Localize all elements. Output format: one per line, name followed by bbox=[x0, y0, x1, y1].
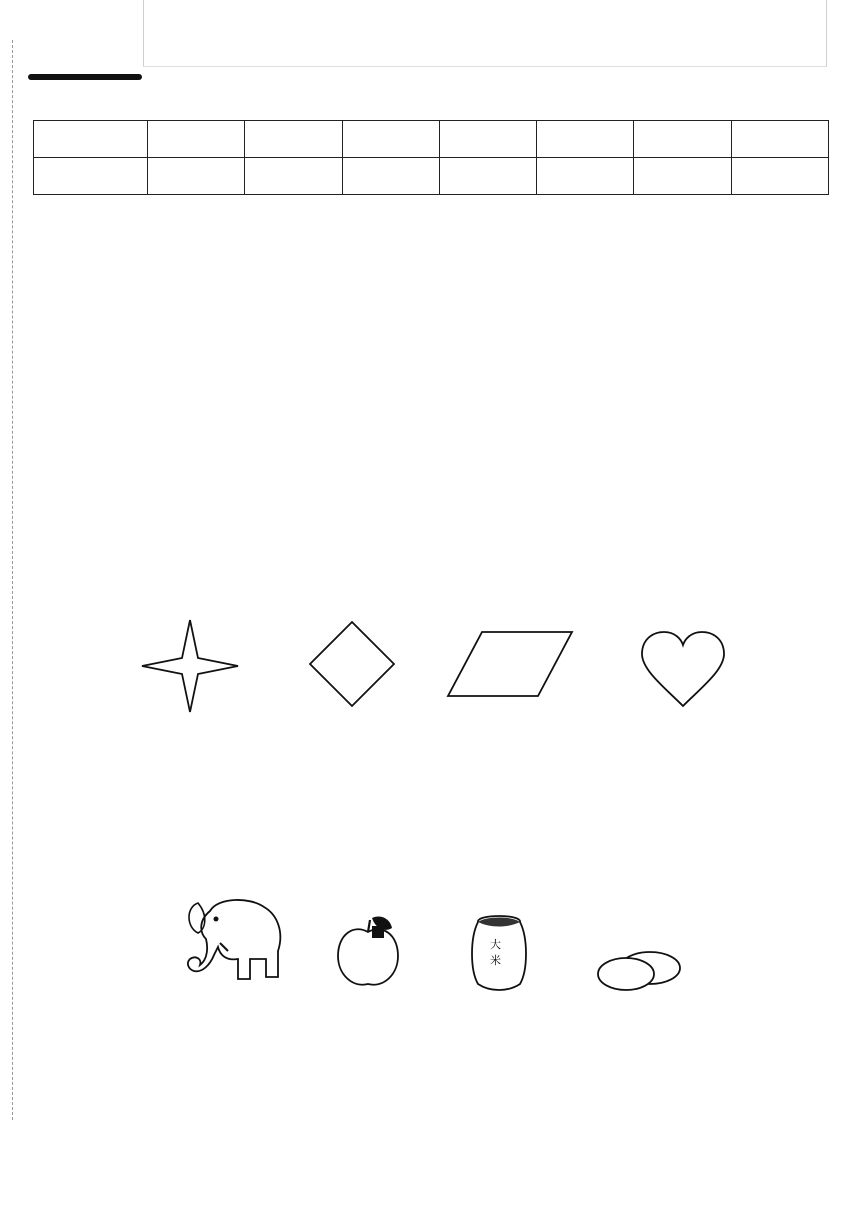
score-input-6[interactable] bbox=[634, 158, 731, 195]
eggs-icon bbox=[594, 948, 686, 994]
score-cell-4 bbox=[439, 121, 536, 158]
score-table-score-row bbox=[34, 158, 829, 195]
score-cell-6 bbox=[634, 121, 731, 158]
score-cell-label bbox=[34, 121, 148, 158]
title-box bbox=[143, 0, 827, 67]
binding-line bbox=[12, 40, 13, 1120]
four-point-star-shape bbox=[142, 620, 238, 712]
q6-shapes bbox=[130, 612, 750, 716]
heart-shape bbox=[642, 632, 724, 706]
score-input-total[interactable] bbox=[731, 158, 828, 195]
score-cell-3 bbox=[342, 121, 439, 158]
score-input-5[interactable] bbox=[537, 158, 634, 195]
rice-label-top: 大 bbox=[490, 938, 501, 951]
diamond-shape bbox=[310, 622, 394, 706]
score-table bbox=[33, 120, 829, 195]
decorative-bar bbox=[28, 74, 142, 80]
score-table-header-row bbox=[34, 121, 829, 158]
score-cell-1 bbox=[148, 121, 245, 158]
apple-icon bbox=[334, 912, 402, 990]
score-cell-total bbox=[731, 121, 828, 158]
parallelogram-shape bbox=[448, 632, 572, 696]
score-cell-2 bbox=[245, 121, 342, 158]
score-input-1[interactable] bbox=[148, 158, 245, 195]
rice-label-bottom: 米 bbox=[490, 954, 501, 967]
rice-bag-icon bbox=[468, 908, 530, 992]
score-row-label bbox=[34, 158, 148, 195]
score-input-2[interactable] bbox=[245, 158, 342, 195]
score-cell-5 bbox=[537, 121, 634, 158]
score-input-4[interactable] bbox=[439, 158, 536, 195]
score-input-3[interactable] bbox=[342, 158, 439, 195]
elephant-icon bbox=[180, 893, 290, 985]
exam-meta bbox=[810, 103, 830, 119]
